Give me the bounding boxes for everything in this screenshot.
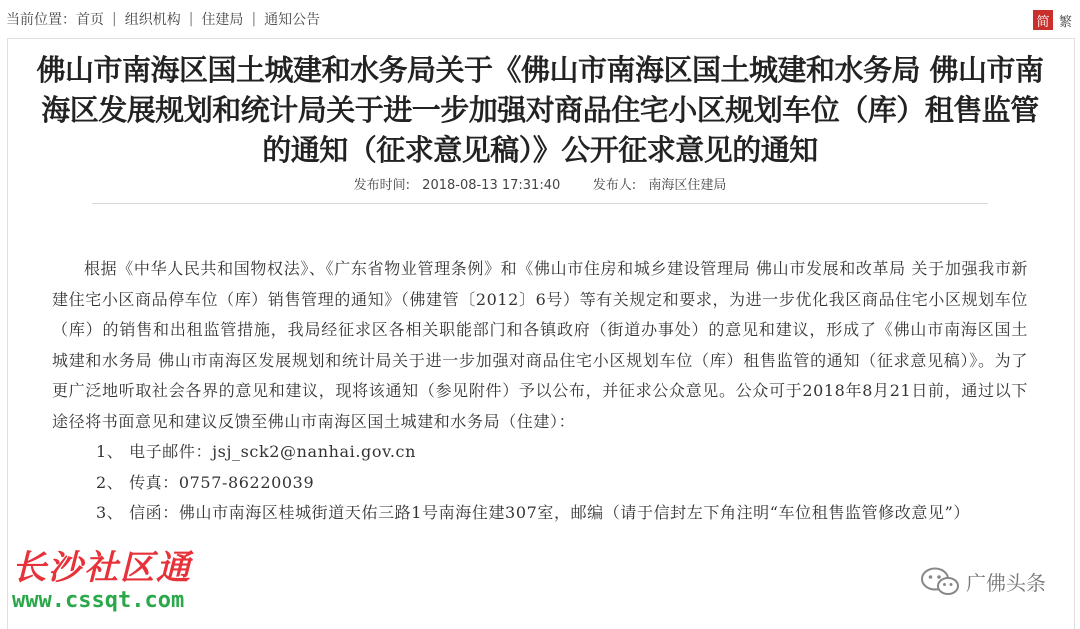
publisher-label: 发布人:: [592, 178, 637, 193]
watermark-left-text: 长沙社区通: [12, 548, 192, 588]
breadcrumb-separator: |: [112, 11, 117, 27]
watermark-right: [920, 566, 1046, 596]
watermark-right-text: 广佛头条: [966, 570, 1046, 595]
watermark-left: [12, 548, 192, 614]
breadcrumb-separator: |: [251, 11, 257, 27]
breadcrumb: [0, 0, 1080, 38]
title-line: 海区发展规划和统计局关于进一步加强对商品住宅小区规划车位（库）租售监管: [41, 93, 1039, 127]
simplified-chinese-button[interactable]: 简: [1033, 10, 1053, 30]
article-meta: [0, 174, 1080, 193]
publisher: 南海区住建局: [648, 178, 727, 193]
title-line: 的通知（征求意见稿）》公开征求意见的通知: [262, 133, 818, 167]
article-paragraph: 根据《中华人民共和国物权法》、《广东省物业管理条例》和《佛山市住房和城乡建设管理局 佛山市发展和改革局 关于加强我市新建住宅小区商品停车位（库）销售管理的通知》（佛建管〔2012〕6号）等有关规定和要求，为进一步优化我区商品住宅小区规划车位（库）的销售和出租监管措施，我局经征求区各相关职能部门和各镇政府（街道办事处）的意见和建议，形成了《佛山市南海区国土城建和水务局 佛山市南海区发展规划和统计局关于进一步加强对商品住宅小区规划车位（库）租售监管的通知（征求意见稿）》。为了更广泛地听取社会各界的意见和建议，现将该通知（参见附件）予以公布，并征求公众意见。公众可于2018年8月21日前，通过以下途径将书面意见和建议反馈至佛山市南海区国土城建和水务局（住建）：: [52, 259, 1028, 431]
list-item: 2、 传真：0757-86220039: [96, 472, 315, 492]
breadcrumb-housing-bureau[interactable]: 住建局: [201, 12, 244, 28]
publish-time-label: 发布时间:: [353, 178, 411, 193]
breadcrumb-separator: |: [188, 11, 194, 27]
traditional-chinese-button[interactable]: 繁: [1058, 14, 1072, 30]
title-line: 佛山市南海区国土城建和水务局关于《佛山市南海区国土城建和水务局 佛山市南: [36, 53, 1044, 87]
list-item: 3、 信函：佛山市南海区桂城街道天佑三路1号南海住建307室，邮编（请于信封左下角注明“车位租售监管修改意见”）: [96, 503, 970, 522]
publish-time: 2018-08-13 17:31:40: [422, 178, 561, 193]
breadcrumb-home[interactable]: 首页: [76, 12, 104, 28]
list-item: 1、 电子邮件：jsj_sck2@nanhai.gov.cn: [96, 442, 417, 461]
language-switch: [1033, 10, 1072, 30]
breadcrumb-organization[interactable]: 组织机构: [124, 12, 181, 28]
breadcrumb-prefix: 当前位置：: [6, 12, 76, 28]
article-title: [20, 50, 1060, 170]
article-body: [52, 254, 1028, 529]
divider: [92, 203, 988, 204]
wechat-icon: [920, 566, 960, 596]
breadcrumb-notices[interactable]: 通知公告: [264, 12, 321, 28]
watermark-left-url: www.cssqt.com: [12, 588, 185, 613]
